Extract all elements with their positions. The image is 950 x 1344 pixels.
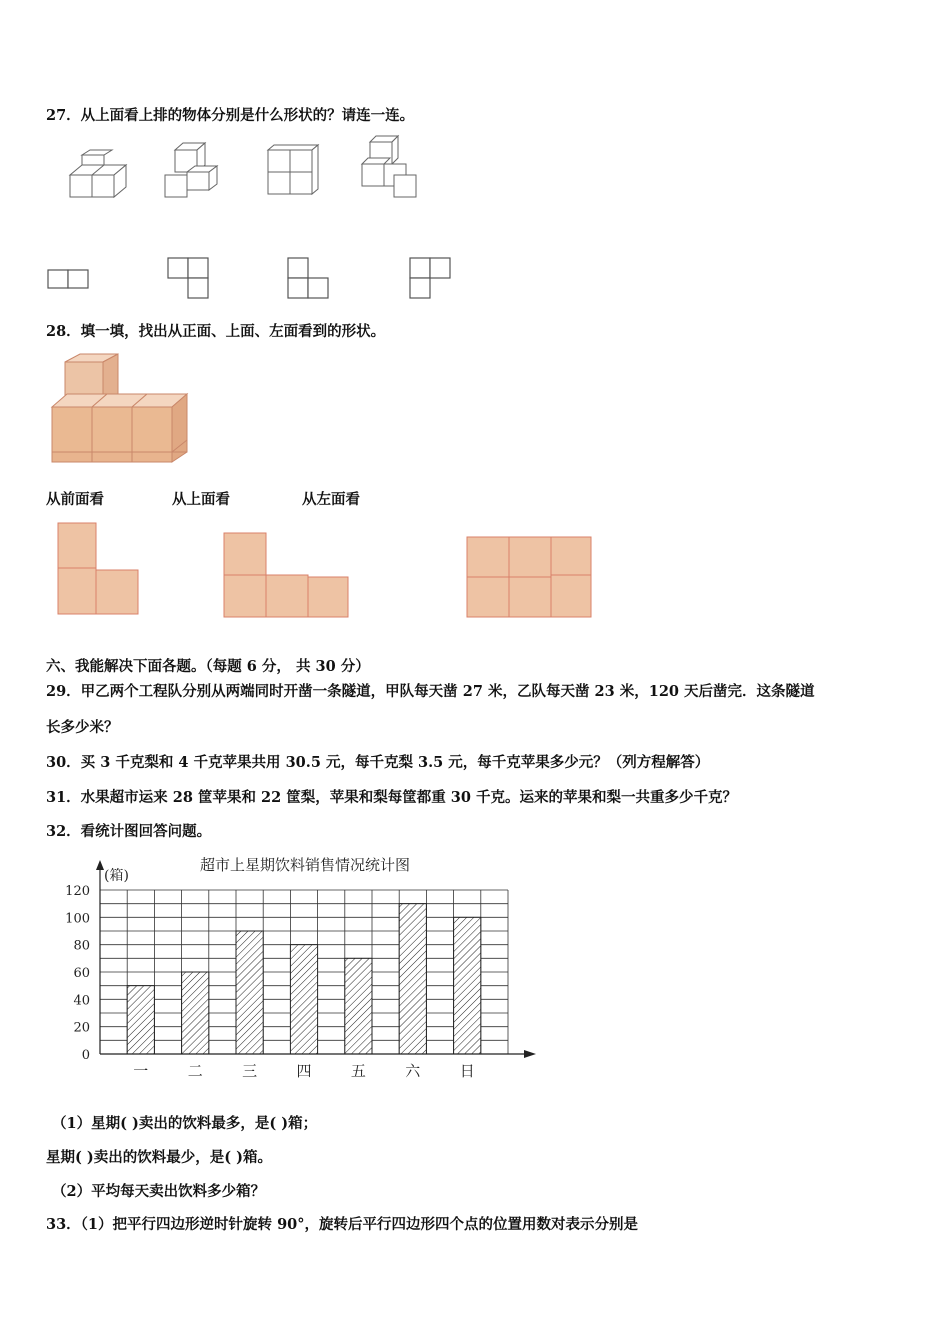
shape-d [410, 258, 450, 298]
view-label-front: 从前面看 [46, 491, 104, 508]
x-category-label: 三 [242, 1062, 258, 1080]
x-category-label: 日 [459, 1062, 475, 1080]
sales-bar-chart [60, 850, 550, 1090]
view-label-top: 从上面看 [172, 491, 230, 508]
view-label-left: 从左面看 [302, 491, 360, 508]
left-view-shape [467, 537, 591, 617]
shape-c [288, 258, 328, 298]
question-32: 32．看统计图回答问题。 [46, 823, 212, 840]
top-view-shape [224, 533, 348, 617]
x-category-label: 一 [133, 1062, 149, 1080]
question-29-line2: 长多少米？ [46, 719, 119, 736]
y-tick-label: 100 [65, 911, 90, 927]
bar-日 [454, 917, 481, 1054]
section-6-title: 六、我能解决下面各题。（每题 6 分， 共 30 分） [46, 658, 370, 675]
x-category-label: 五 [350, 1062, 366, 1080]
x-category-label: 四 [296, 1062, 312, 1080]
bar-一 [127, 986, 154, 1054]
question-30: 30．买 3 千克梨和 4 千克苹果共用 30.5 元，每千克梨 3.5 元，每千克苹果多少元？（列方程解答） [46, 754, 710, 771]
chart-title: 超市上星期饮料销售情况统计图 [199, 856, 411, 874]
question-28: 28．填一填，找出从正面、上面、左面看到的形状。 [46, 323, 386, 340]
chart-ylabel: (箱) [104, 868, 129, 884]
y-tick-label: 40 [73, 993, 90, 1009]
question-32-sub1a: （1）星期( )卖出的饮料最多，是( )箱； [52, 1115, 318, 1132]
front-view-shape [58, 523, 138, 614]
cube-figure-3 [268, 145, 318, 194]
x-category-label: 六 [405, 1062, 421, 1080]
x-category-label: 二 [187, 1062, 203, 1080]
cube-figure-4 [362, 136, 416, 197]
q28-view-shapes [50, 518, 610, 624]
question-29-line1: 29．甲乙两个工程队分别从两端同时开凿一条隧道，甲队每天凿 27 米，乙队每天凿 23 米，120 天后凿完．这条隧道 [46, 683, 815, 700]
question-31: 31．水果超市运来 28 筐苹果和 22 筐梨，苹果和梨每筐都重 30 千克。运来的苹果和梨一共重多少千克？ [46, 789, 737, 806]
y-tick-label: 120 [65, 884, 90, 899]
cube-figure-2 [165, 143, 217, 197]
y-tick-label: 20 [73, 1020, 90, 1036]
bar-二 [182, 972, 209, 1054]
q28-cube-figure [50, 352, 210, 467]
shape-a [48, 270, 88, 288]
q27-bottom-row-shapes [40, 250, 470, 305]
cube-figure-1 [70, 150, 126, 197]
y-tick-label: 0 [81, 1048, 90, 1063]
x-axis-arrow [524, 1050, 536, 1058]
y-tick-label: 60 [73, 966, 90, 981]
question-32-sub1b: 星期( )卖出的饮料最少，是( )箱。 [46, 1149, 273, 1166]
shape-b [168, 258, 208, 298]
bar-六 [399, 904, 426, 1054]
bar-四 [290, 945, 317, 1054]
bar-五 [345, 958, 372, 1054]
bar-三 [236, 931, 263, 1054]
y-axis-arrow [96, 860, 104, 870]
y-tick-label: 80 [73, 938, 90, 954]
question-27: 27．从上面看上排的物体分别是什么形状的？请连一连。 [46, 107, 415, 124]
question-33: 33．（1）把平行四边形逆时针旋转 90°，旋转后平行四边形四个点的位置用数对表示分别是 [46, 1216, 638, 1233]
question-32-sub2: （2）平均每天卖出饮料多少箱？ [52, 1183, 266, 1200]
